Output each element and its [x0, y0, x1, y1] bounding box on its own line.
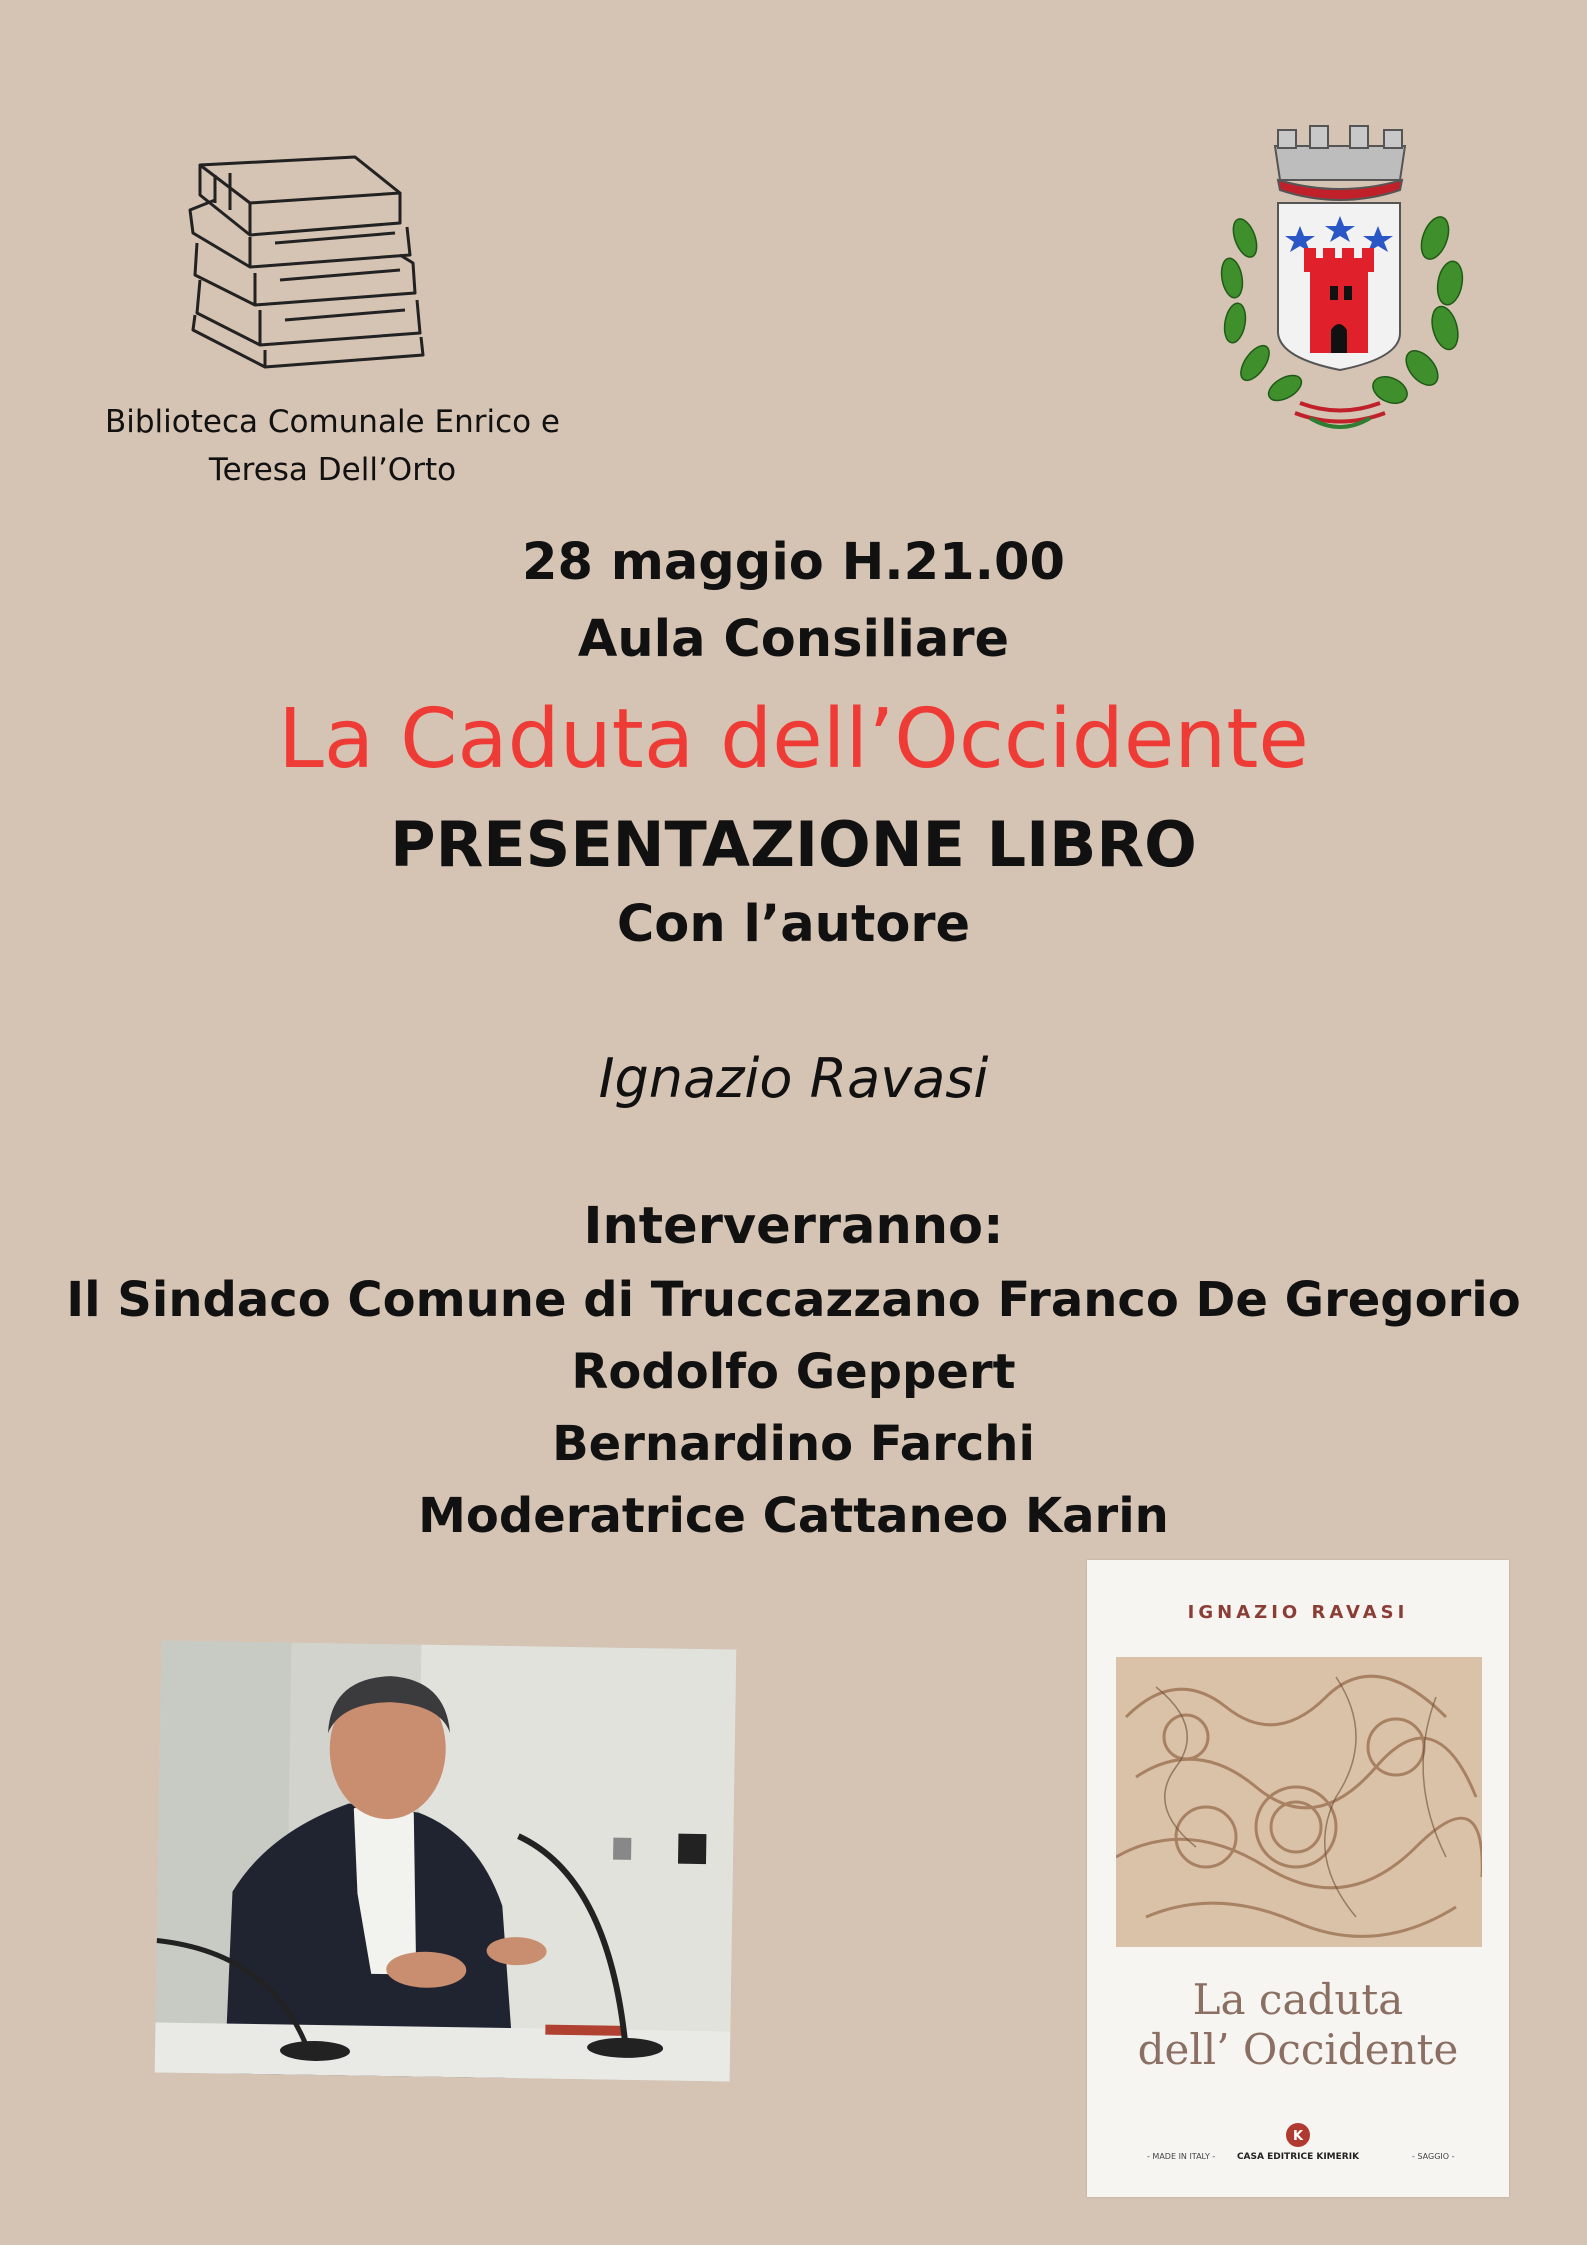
cover-author: IGNAZIO RAVASI [1187, 1602, 1409, 1623]
library-name [60, 398, 605, 494]
speaker-item: Moderatrice Cattaneo Karin [418, 1488, 1169, 1544]
book-cover [1087, 1560, 1509, 2197]
book-title: La Caduta dell’Occidente [278, 692, 1309, 787]
library-name-line2: Teresa Dell’Orto [208, 452, 457, 488]
cover-left-note: - MADE IN ITALY - [1147, 2152, 1216, 2161]
cover-artwork-image [1116, 1657, 1482, 1947]
coat-of-arms-icon [1200, 118, 1480, 448]
cover-right-note: - SAGGIO - [1412, 2152, 1455, 2161]
presentation-heading: PRESENTAZIONE LIBRO [390, 808, 1197, 881]
cover-title-line2: dell’ Occidente [1137, 2025, 1459, 2074]
speaker-item: Rodolfo Geppert [571, 1344, 1016, 1400]
speaker-item: Il Sindaco Comune di Truccazzano Franco De Gregorio [66, 1272, 1521, 1328]
cover-title [1087, 1975, 1509, 2075]
author-photo [155, 1641, 737, 2082]
svg-text:K: K [1292, 2129, 1304, 2144]
speakers-heading: Interverranno: [583, 1197, 1004, 1256]
books-stack-icon [185, 155, 430, 370]
author-name: Ignazio Ravasi [598, 1047, 989, 1110]
speaker-item: Bernardino Farchi [552, 1416, 1035, 1472]
cover-publisher: CASA EDITRICE KIMERIK [1236, 2152, 1360, 2162]
publisher-logo-icon [1285, 2122, 1311, 2148]
with-author-label: Con l’autore [616, 895, 971, 954]
author-photo-image [155, 1641, 737, 2082]
library-name-line1: Biblioteca Comunale Enrico e [104, 404, 561, 440]
cover-title-line1: La caduta [1192, 1975, 1404, 2024]
event-date-time: 28 maggio H.21.00 [522, 533, 1065, 592]
event-venue: Aula Consiliare [577, 610, 1010, 669]
